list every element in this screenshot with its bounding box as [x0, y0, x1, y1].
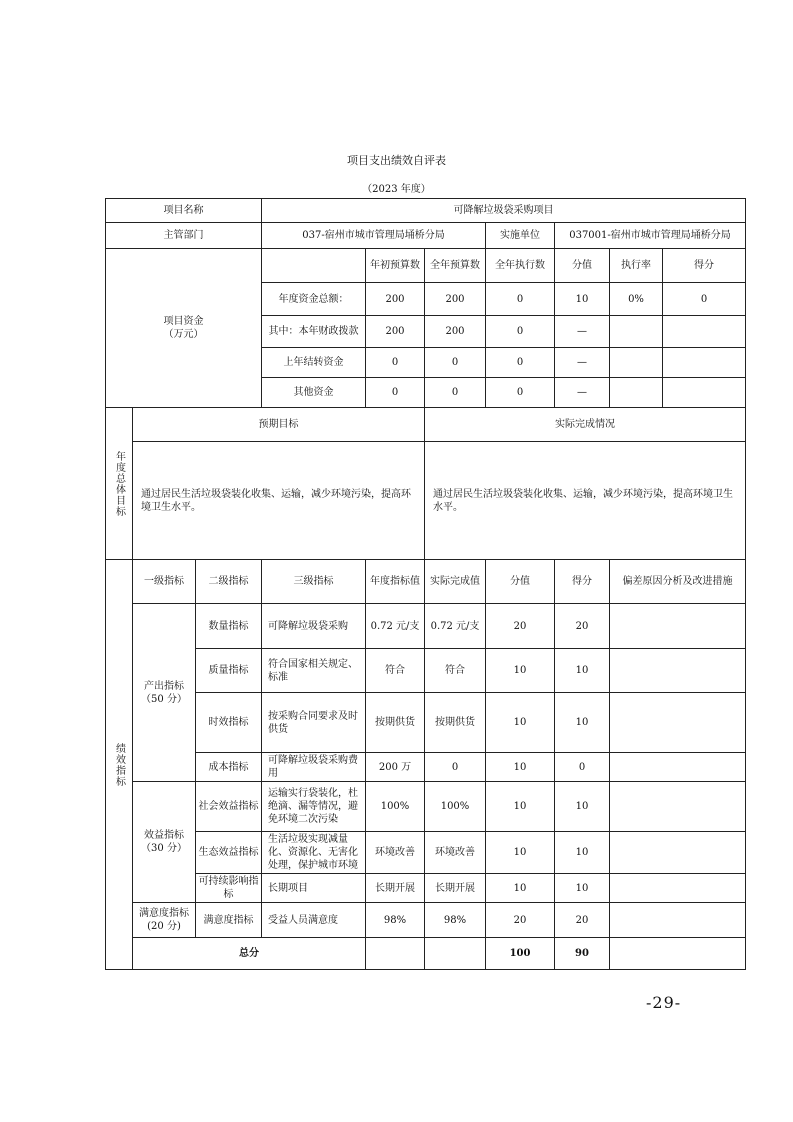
indicator-row	[106, 832, 746, 874]
indicator-level3: 可降解垃圾袋采购	[262, 604, 366, 649]
report-year: （2023 年度）	[362, 184, 431, 195]
funds-row-initial: 200	[366, 283, 425, 316]
indicator-actual: 0.72 元/支	[425, 604, 486, 649]
funds-row-score-value: —	[555, 378, 610, 408]
indicator-level2: 生态效益指标	[196, 832, 262, 874]
group-satisfaction: 满意度指标(20 分)	[133, 903, 196, 938]
funds-row-annual: 0	[425, 378, 486, 408]
indicator-level3: 可降解垃圾袋采购费用	[262, 753, 366, 782]
indicator-annual: 符合	[366, 649, 425, 693]
indicator-level2: 数量指标	[196, 604, 262, 649]
total-row	[106, 938, 746, 970]
funds-row-label: 其中：本年财政拨款	[262, 316, 366, 348]
funds-row-executed: 0	[486, 378, 555, 408]
funds-row-executed: 0	[486, 316, 555, 348]
header-annual: 年度指标值	[366, 560, 425, 604]
funds-row-score-value: —	[555, 348, 610, 378]
indicator-annual: 0.72 元/支	[366, 604, 425, 649]
indicator-score-value: 10	[486, 832, 555, 874]
unit-value: 037001-宿州市城市管理局埇桥分局	[555, 223, 746, 249]
funds-header-rate: 执行率	[610, 249, 663, 283]
indicator-deviation	[610, 782, 746, 832]
indicator-deviation	[610, 874, 746, 903]
indicator-score-value: 20	[486, 604, 555, 649]
indicator-score-value: 10	[486, 782, 555, 832]
funds-label	[106, 249, 262, 408]
indicator-annual: 200 万	[366, 753, 425, 782]
indicator-actual: 符合	[425, 649, 486, 693]
funds-row-score: 0	[663, 283, 746, 316]
indicator-row	[106, 874, 746, 903]
header-level2: 二级指标	[196, 560, 262, 604]
goals-header-row	[106, 408, 746, 442]
funds-row-score	[663, 378, 746, 408]
goals-expected-label: 预期目标	[133, 408, 425, 442]
self-evaluation-table	[105, 198, 746, 970]
funds-row-initial: 0	[366, 348, 425, 378]
total-label: 总分	[133, 938, 366, 970]
indicator-level3: 运输实行袋装化，杜绝滴、漏等情况，避免环境二次污染	[262, 782, 366, 832]
indicator-row	[106, 649, 746, 693]
funds-row-rate	[610, 348, 663, 378]
indicator-score: 20	[555, 604, 610, 649]
indicator-actual: 98%	[425, 903, 486, 938]
indicator-score: 10	[555, 649, 610, 693]
indicator-level2: 成本指标	[196, 753, 262, 782]
indicator-score-value: 10	[486, 753, 555, 782]
indicator-deviation	[610, 604, 746, 649]
group-output: 产出指标（50 分）	[133, 604, 196, 782]
header-actual: 实际完成值	[425, 560, 486, 604]
indicator-annual: 98%	[366, 903, 425, 938]
department-value: 037-宿州市城市管理局埇桥分局	[262, 223, 486, 249]
funds-row-initial: 0	[366, 378, 425, 408]
project-name-value: 可降解垃圾袋采购项目	[262, 199, 746, 223]
funds-row-rate: 0%	[610, 283, 663, 316]
indicator-deviation	[610, 693, 746, 753]
funds-row-annual: 200	[425, 283, 486, 316]
funds-unit-text: （万元）	[163, 329, 204, 340]
total-score-value: 100	[486, 938, 555, 970]
department-label: 主管部门	[106, 223, 262, 249]
funds-row-annual: 0	[425, 348, 486, 378]
indicator-level2: 满意度指标	[196, 903, 262, 938]
goals-content-row	[106, 442, 746, 560]
indicator-level2: 可持续影响指标	[196, 874, 262, 903]
funds-label-text: 项目资金	[163, 316, 204, 327]
indicator-score: 20	[555, 903, 610, 938]
indicator-actual: 环境改善	[425, 832, 486, 874]
indicator-score-value: 20	[486, 903, 555, 938]
indicator-level2: 质量指标	[196, 649, 262, 693]
indicator-actual: 100%	[425, 782, 486, 832]
header-level3: 三级指标	[262, 560, 366, 604]
funds-row-score	[663, 316, 746, 348]
goals-expected-text: 通过居民生活垃圾袋装化收集、运输，减少环境污染，提高环境卫生水平。	[133, 442, 425, 560]
funds-row-label: 上年结转资金	[262, 348, 366, 378]
indicator-row	[106, 782, 746, 832]
indicators-label: 绩效指标	[106, 560, 133, 970]
funds-header-blank	[262, 249, 366, 283]
indicator-deviation	[610, 649, 746, 693]
goals-label: 年度总体目标	[106, 408, 133, 560]
funds-row-rate	[610, 316, 663, 348]
header-score: 得分	[555, 560, 610, 604]
indicator-annual: 长期开展	[366, 874, 425, 903]
total-score: 90	[555, 938, 610, 970]
indicators-header-row	[106, 560, 746, 604]
funds-row-executed: 0	[486, 283, 555, 316]
indicator-level3: 按采购合同要求及时供货	[262, 693, 366, 753]
header-deviation: 偏差原因分析及改进措施	[610, 560, 746, 604]
header-level1: 一级指标	[133, 560, 196, 604]
indicator-score: 10	[555, 832, 610, 874]
indicator-score-value: 10	[486, 693, 555, 753]
indicator-level3: 受益人员满意度	[262, 903, 366, 938]
funds-row-score-value: 10	[555, 283, 610, 316]
indicator-annual: 环境改善	[366, 832, 425, 874]
indicator-score: 0	[555, 753, 610, 782]
project-name-row	[106, 199, 746, 223]
funds-header-initial: 年初预算数	[366, 249, 425, 283]
indicator-annual: 按期供货	[366, 693, 425, 753]
total-annual	[366, 938, 425, 970]
indicator-deviation	[610, 903, 746, 938]
funds-header-score: 得分	[663, 249, 746, 283]
indicator-level2: 社会效益指标	[196, 782, 262, 832]
indicator-row	[106, 753, 746, 782]
unit-label: 实施单位	[486, 223, 555, 249]
indicator-level3: 生活垃圾实现减量化、资源化、无害化处理，保护城市环境	[262, 832, 366, 874]
funds-row-annual: 200	[425, 316, 486, 348]
goals-actual-text: 通过居民生活垃圾袋装化收集、运输，减少环境污染，提高环境卫生水平。	[425, 442, 746, 560]
total-actual	[425, 938, 486, 970]
header-score-value: 分值	[486, 560, 555, 604]
indicator-level3: 符合国家相关规定、标准	[262, 649, 366, 693]
indicator-actual: 0	[425, 753, 486, 782]
group-benefit: 效益指标（30 分）	[133, 782, 196, 903]
project-name-label: 项目名称	[106, 199, 262, 223]
page-title: 项目支出绩效自评表	[347, 154, 446, 167]
funds-row-score-value: —	[555, 316, 610, 348]
funds-row-score	[663, 348, 746, 378]
funds-header-row	[106, 249, 746, 283]
indicator-annual: 100%	[366, 782, 425, 832]
indicator-actual: 长期开展	[425, 874, 486, 903]
funds-header-executed: 全年执行数	[486, 249, 555, 283]
funds-row-label: 其他资金	[262, 378, 366, 408]
indicator-deviation	[610, 753, 746, 782]
page-number: -29-	[646, 993, 682, 1012]
funds-row-executed: 0	[486, 348, 555, 378]
funds-row-rate	[610, 378, 663, 408]
indicator-score: 10	[555, 874, 610, 903]
indicator-score-value: 10	[486, 649, 555, 693]
indicator-score: 10	[555, 782, 610, 832]
indicator-score-value: 10	[486, 874, 555, 903]
indicator-actual: 按期供货	[425, 693, 486, 753]
funds-row-label: 年度资金总额：	[262, 283, 366, 316]
indicator-deviation	[610, 832, 746, 874]
goals-actual-label: 实际完成情况	[425, 408, 746, 442]
department-row	[106, 223, 746, 249]
funds-header-annual: 全年预算数	[425, 249, 486, 283]
indicator-score: 10	[555, 693, 610, 753]
total-deviation	[610, 938, 746, 970]
indicator-level2: 时效指标	[196, 693, 262, 753]
indicator-level3: 长期项目	[262, 874, 366, 903]
funds-row-initial: 200	[366, 316, 425, 348]
indicator-row	[106, 903, 746, 938]
indicator-row	[106, 693, 746, 753]
indicator-row	[106, 604, 746, 649]
funds-header-score-value: 分值	[555, 249, 610, 283]
